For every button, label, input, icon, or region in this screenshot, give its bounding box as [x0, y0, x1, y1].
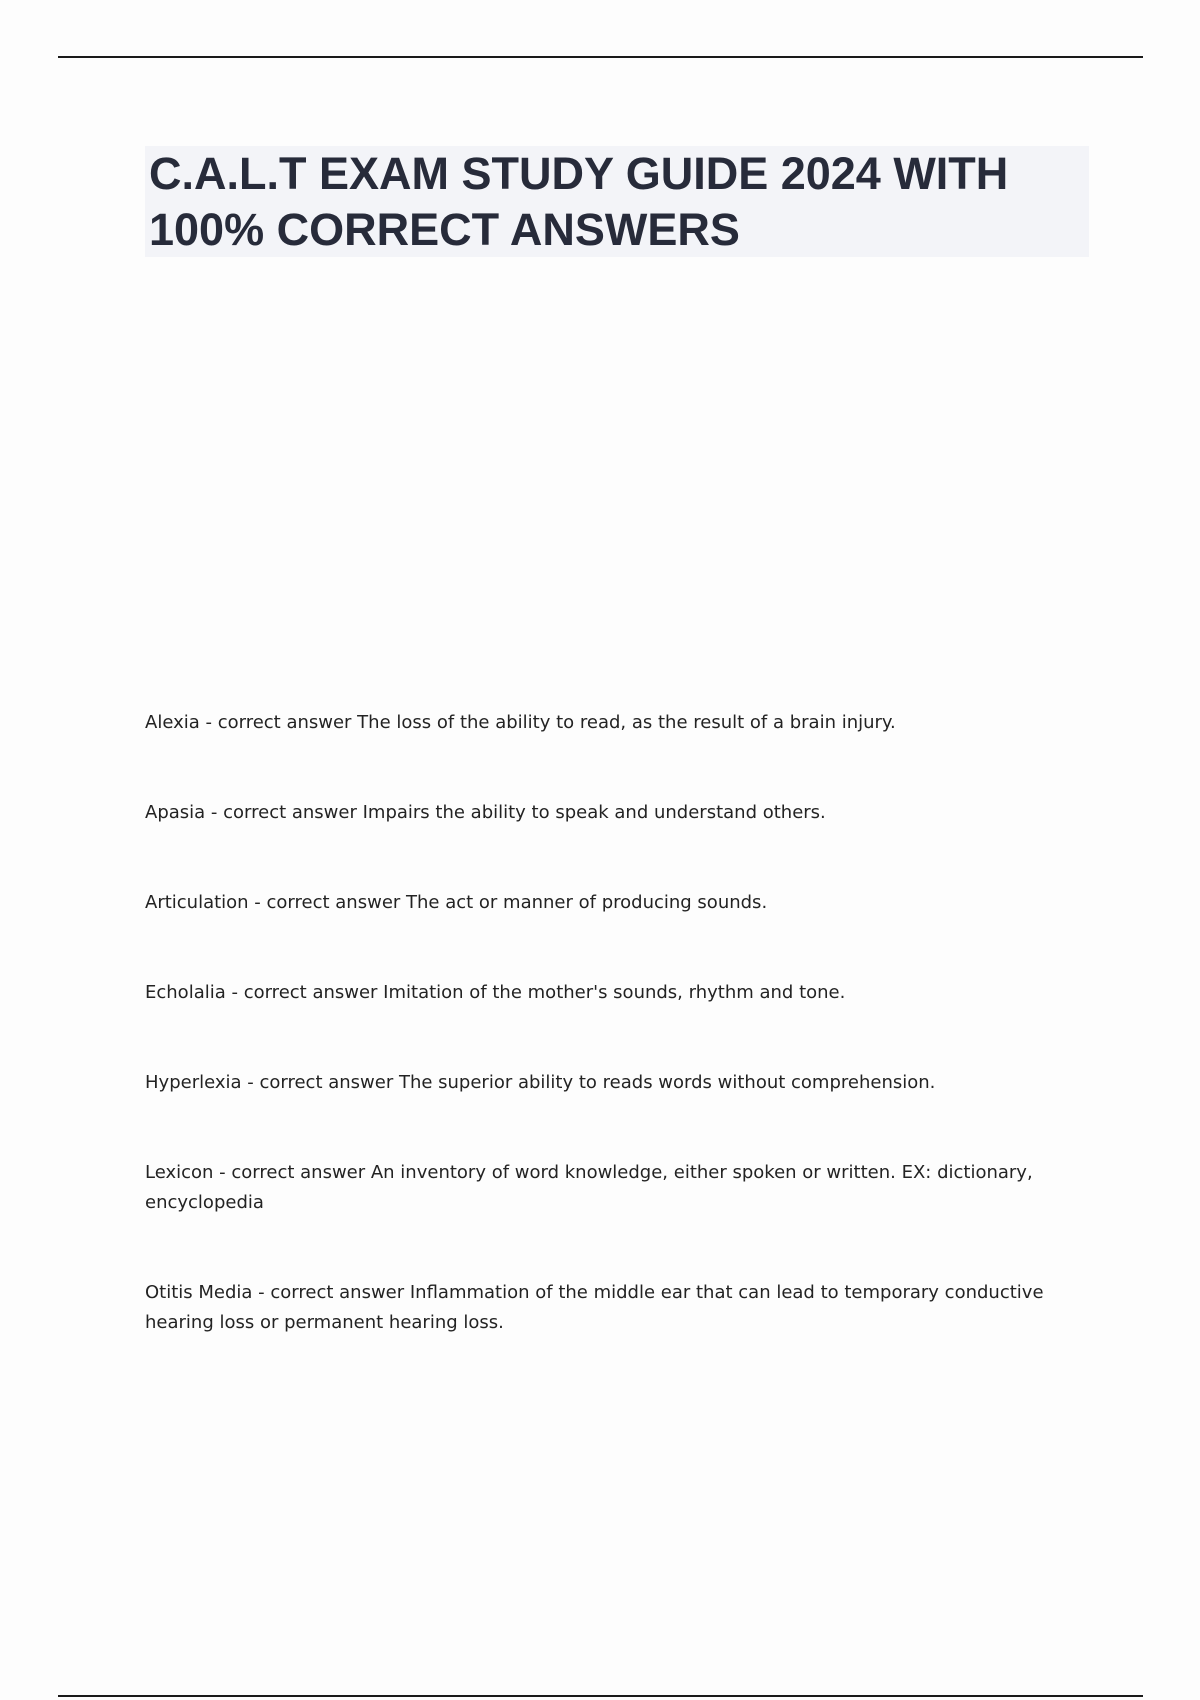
title-block — [145, 146, 1089, 257]
qa-entry-echolalia: Echolalia - correct answer Imitation of the mother's sounds, rhythm and tone. — [145, 982, 846, 1003]
qa-entry-apasia: Apasia - correct answer Impairs the ability to speak and understand others. — [145, 802, 826, 823]
qa-entry-articulation: Articulation - correct answer The act or manner of producing sounds. — [145, 892, 768, 913]
qa-entry-hyperlexia: Hyperlexia - correct answer The superior ability to reads words without comprehension. — [145, 1072, 936, 1093]
qa-entry-otitis-media: Otitis Media - correct answer Inflammation of the middle ear that can lead to temporary conductive hearing loss or permanent hearing loss. — [145, 1282, 1044, 1333]
qa-entry-lexicon: Lexicon - correct answer An inventory of word knowledge, either spoken or written. EX: dictionary, encyclopedia — [145, 1162, 1033, 1213]
top-divider — [58, 56, 1143, 58]
bottom-divider — [58, 1695, 1143, 1697]
document-title: C.A.L.T EXAM STUDY GUIDE 2024 WITH 100% CORRECT ANSWERS — [149, 148, 1009, 255]
qa-entry-alexia: Alexia - correct answer The loss of the ability to read, as the result of a brain injury. — [145, 712, 896, 733]
qa-list — [145, 708, 1075, 1338]
